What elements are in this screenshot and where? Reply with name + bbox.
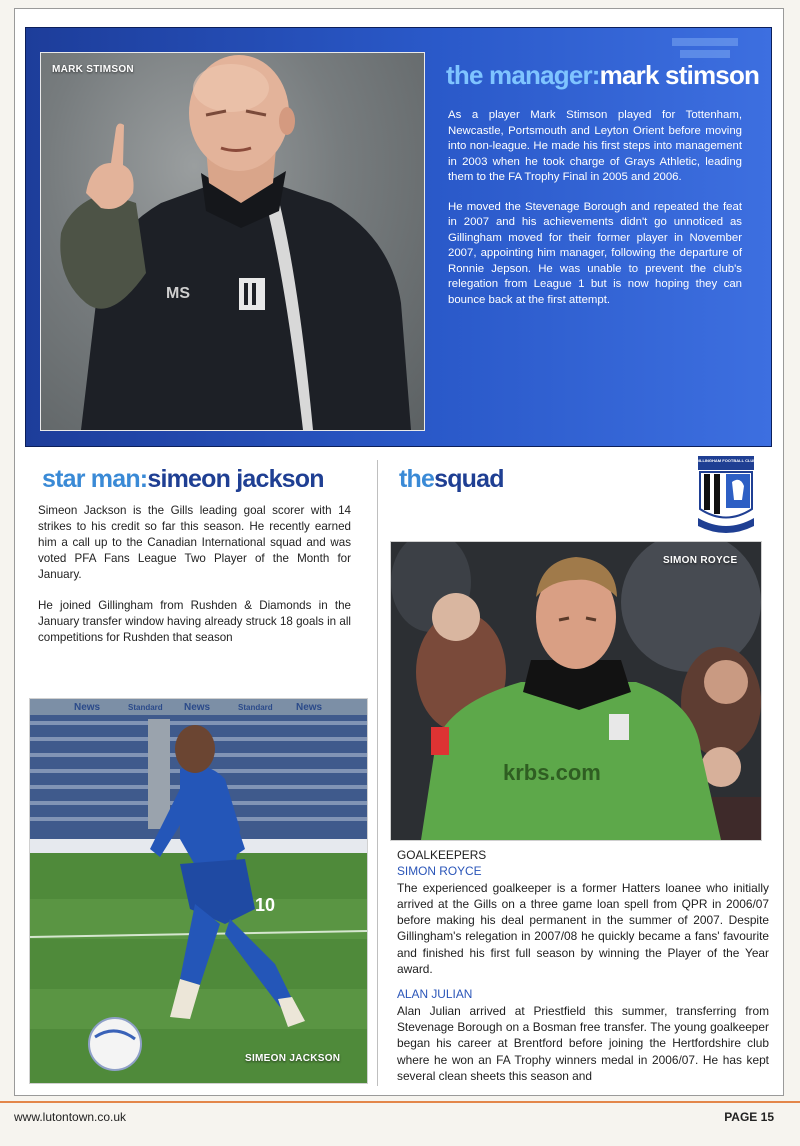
squad-profiles <box>397 847 769 1084</box>
star-man-heading-name: simeon jackson <box>147 465 324 493</box>
crest-text: GILLINGHAM FOOTBALL CLUB <box>696 458 756 463</box>
stadium-board-text: Standard <box>238 703 273 712</box>
simon-royce-illustration <box>391 542 761 840</box>
svg-text:MS: MS <box>166 285 190 302</box>
star-man-heading <box>42 465 324 494</box>
column-divider <box>377 460 378 1086</box>
squad-heading <box>399 465 504 494</box>
stadium-board-text: Standard <box>128 703 163 712</box>
player-bio: Alan Julian arrived at Priestfield this summer, transferring from Stevenage Borough on a Bosman free transfer. The young goalkeeper began his career at Brentford before joining the Hertfordshire club where he won an FA Trophy winners medal in 2006/07. He has kept several clean sheets this season and <box>397 1003 769 1083</box>
squad-category: GOALKEEPERS <box>397 848 487 862</box>
shirt-sponsor: krbs.com <box>503 760 601 785</box>
simeon-jackson-photo <box>29 698 368 1084</box>
star-man-bio <box>38 503 351 661</box>
gillingham-crest-icon <box>696 454 756 534</box>
squad-heading-name: squad <box>434 465 504 493</box>
manager-heading <box>446 60 766 91</box>
manager-figure-illustration <box>41 53 424 430</box>
manager-bio <box>448 108 742 322</box>
simon-royce-photo-caption: SIMON ROYCE <box>663 555 738 566</box>
player-name: ALAN JULIAN <box>397 987 473 1002</box>
manager-photo <box>40 52 425 431</box>
footer-url[interactable]: www.lutontown.co.uk <box>14 1110 127 1124</box>
shirt-number: 10 <box>255 895 276 915</box>
manager-heading-name: mark stimson <box>599 60 760 90</box>
page-number: PAGE 15 <box>724 1110 774 1124</box>
manager-photo-caption: MARK STIMSON <box>52 64 134 75</box>
player-name: SIMON ROYCE <box>397 864 482 879</box>
manager-heading-lead: the manager: <box>446 60 600 90</box>
stadium-board-text: News <box>74 702 101 713</box>
stadium-board-text: News <box>184 702 211 713</box>
star-man-bio-paragraph: Simeon Jackson is the Gills leading goal scorer with 14 strikes to his credit so far this season. He recently earned him a call up to the Canadian International squad and was voted PFA Fans League Two Player of the Month for January. <box>38 504 351 581</box>
manager-bio-paragraph: As a player Mark Stimson played for Tottenham, Newcastle, Portsmouth and Leyton Orient before moving into non-league. He made his first steps into management in 2003 when he took charge of Grays Athletic, leading them to the FA Trophy Final in 2005 and 2006. <box>448 109 742 183</box>
simon-royce-photo <box>390 541 762 841</box>
footer-rule <box>0 1101 800 1103</box>
simeon-jackson-photo-caption: SIMEON JACKSON <box>245 1053 341 1064</box>
simeon-jackson-illustration <box>30 699 367 1083</box>
star-man-bio-paragraph: He joined Gillingham from Rushden & Diamonds in the January transfer window having already struck 18 goals in all competitions for Rushden that season <box>38 599 351 644</box>
squad-heading-lead: the <box>399 465 435 493</box>
stadium-board-text: News <box>296 702 323 713</box>
manager-bio-paragraph: He moved the Stevenage Borough and repeated the feat in 2007 and his achievements didn't go unnoticed as Gillingham moved for their former player in November 2007, appointing him manager, following the departure of Ronnie Jepson. He was unable to prevent the club's relegation from League 1 but is now hoping they can bounce back at the first attempt. <box>448 200 742 306</box>
star-man-heading-lead: star man: <box>42 465 148 493</box>
player-bio: The experienced goalkeeper is a former Hatters loanee who initially arrived at the Gills on a three game loan spell from QPR in 2006/07 before making his deal permanent in the summer of 2007. Despite Gillingham's relegation in 2007/08 he quickly became a fans' favourite and finished his first full season by winning the Player of the Year award. <box>397 880 769 977</box>
